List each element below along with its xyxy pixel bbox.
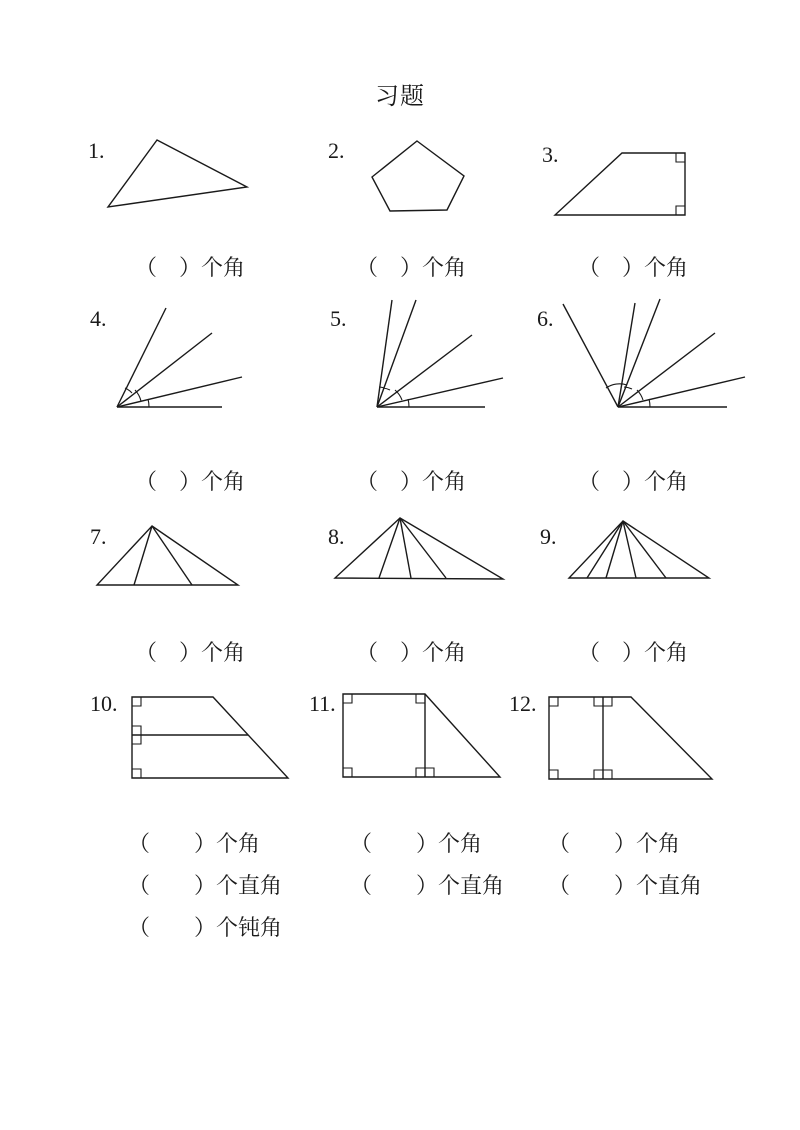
answer-blank-10-obtuse-angles[interactable]: （ ）个钝角 (128, 916, 283, 941)
figure-9-triangle (569, 521, 709, 578)
figure-5-rays (377, 300, 503, 407)
figure-7-triangle (97, 526, 238, 585)
answer-blank-11-angles[interactable]: （ ）个角 (350, 832, 483, 857)
answer-blank-9[interactable]: （ ）个角 (578, 641, 689, 666)
answer-blank-8[interactable]: （ ）个角 (356, 641, 467, 666)
figure-8-triangle (335, 518, 503, 579)
answer-blank-11-right-angles[interactable]: （ ）个直角 (350, 874, 505, 899)
answer-blank-10-right-angles[interactable]: （ ）个直角 (128, 874, 283, 899)
answer-blank-12-angles[interactable]: （ ）个角 (548, 832, 681, 857)
figure-3-trapezoid (555, 153, 685, 215)
answer-blank-7[interactable]: （ ）个角 (135, 641, 246, 666)
page-title: 习题 (375, 82, 425, 110)
answer-blank-12-right-angles[interactable]: （ ）个直角 (548, 874, 703, 899)
answer-blank-3[interactable]: （ ）个角 (578, 256, 689, 281)
problem-number-10: 10. (90, 691, 118, 716)
problem-number-1: 1. (88, 138, 105, 163)
problem-number-7: 7. (90, 524, 107, 549)
problem-number-12: 12. (509, 691, 537, 716)
problem-number-11: 11. (309, 691, 336, 716)
problem-number-5: 5. (330, 306, 347, 331)
figure-6-rays (563, 299, 745, 407)
answer-blank-5[interactable]: （ ）个角 (356, 470, 467, 495)
figure-11-square-triangle (343, 694, 500, 777)
answer-blank-6[interactable]: （ ）个角 (578, 470, 689, 495)
figure-12-rectangles-triangle (549, 697, 712, 779)
answer-blank-4[interactable]: （ ）个角 (135, 470, 246, 495)
figure-10-trapezoid (132, 697, 288, 778)
problem-number-2: 2. (328, 138, 345, 163)
answer-blank-10-angles[interactable]: （ ）个角 (128, 832, 261, 857)
problem-number-6: 6. (537, 306, 554, 331)
figure-1-triangle (108, 140, 247, 207)
problem-number-9: 9. (540, 524, 557, 549)
problem-number-8: 8. (328, 524, 345, 549)
problem-number-3: 3. (542, 142, 559, 167)
figure-4-rays (117, 308, 242, 407)
problem-number-4: 4. (90, 306, 107, 331)
answer-blank-2[interactable]: （ ）个角 (356, 256, 467, 281)
figure-2-pentagon (372, 141, 464, 211)
answer-blank-1[interactable]: （ ）个角 (135, 256, 246, 281)
